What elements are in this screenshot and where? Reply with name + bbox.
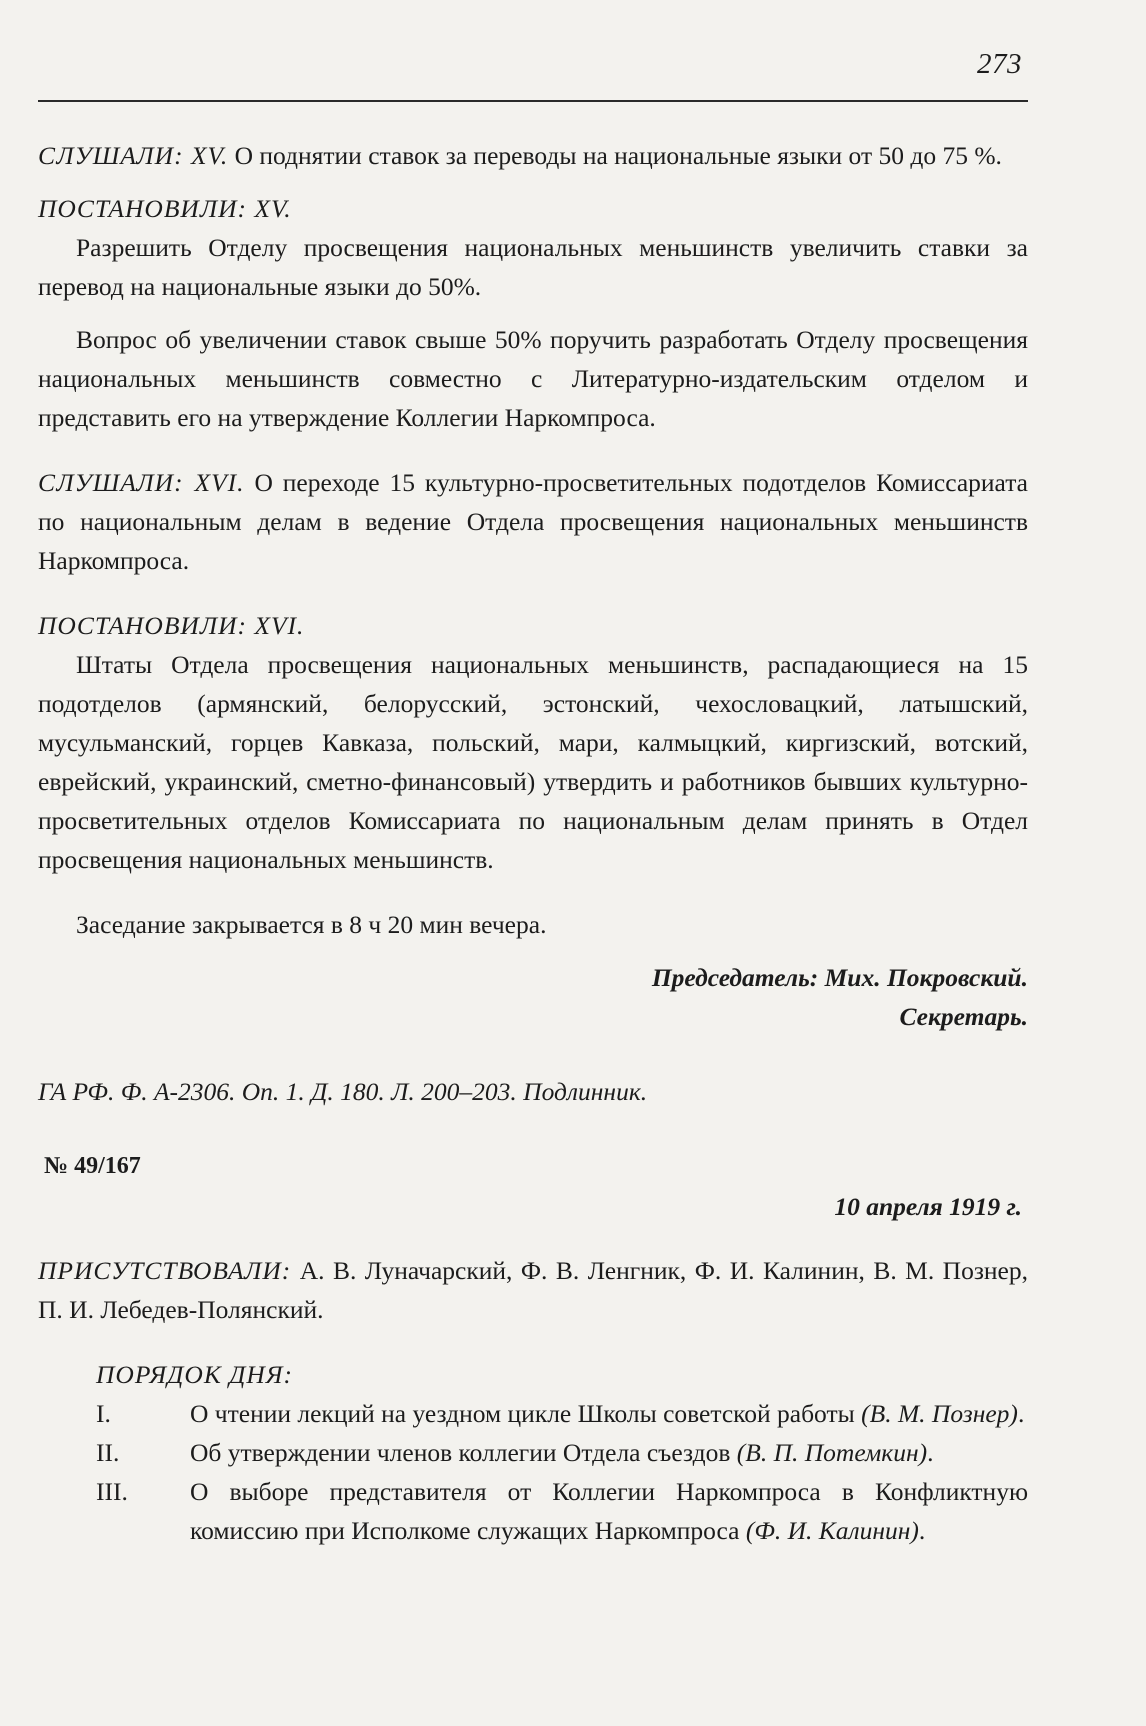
document-number: № 49/167 — [44, 1153, 141, 1179]
agenda-item-body: Об утверждении членов коллегии Отдела съездов — [190, 1438, 737, 1467]
s16-resolved-label — [38, 606, 1028, 645]
agenda-item-speaker: (В. М. Познер) — [861, 1399, 1018, 1428]
s16-heard-label: СЛУШАЛИ: XVI. — [38, 468, 245, 497]
header-rule — [38, 100, 1028, 102]
agenda-item-body: О чтении лекций на уездном цикле Школы советской работы — [190, 1399, 862, 1428]
agenda-item — [38, 1472, 1028, 1550]
agenda-item-speaker: (Ф. И. Калинин) — [745, 1516, 919, 1545]
s15-resolved-label-text: ПОСТАНОВИЛИ: XV. — [38, 194, 292, 223]
secretary-signature: Секретарь. — [899, 1002, 1028, 1031]
agenda-item — [38, 1433, 1028, 1472]
agenda-item-number: III. — [96, 1477, 128, 1506]
agenda-item-tail: . — [918, 1516, 926, 1545]
chairman-signature: Председатель: Мих. Покровский. — [651, 963, 1028, 992]
s15-heard-text: О поднятии ставок за переводы на национальные языки от 50 до 75 %. — [228, 141, 1002, 170]
agenda-item-speaker: (В. П. Потемкин) — [736, 1438, 928, 1467]
agenda-item-tail: . — [927, 1438, 934, 1467]
agenda-item-text — [190, 1472, 1028, 1550]
s15-resolved-label — [38, 189, 1028, 228]
agenda-item-text — [190, 1394, 1028, 1433]
s15-heard — [38, 136, 1028, 175]
agenda-item-text — [190, 1433, 1028, 1472]
present-label: ПРИСУТСТВОВАЛИ: — [38, 1256, 292, 1285]
document-date: 10 апреля 1919 г. — [834, 1192, 1022, 1221]
agenda-title: ПОРЯДОК ДНЯ: — [96, 1360, 294, 1389]
s16-resolved-label-text: ПОСТАНОВИЛИ: XVI. — [38, 611, 305, 640]
s16-heard — [38, 463, 1028, 580]
s16-heard-text: О переходе 15 культурно-просветительных подотделов Комиссариата по национальным делам в ведение Отдела просвещения национальных меньшинств Наркомпроса. — [38, 468, 1028, 575]
agenda-item-number: II. — [96, 1438, 120, 1467]
s15-heard-label: СЛУШАЛИ: XV. — [38, 141, 229, 170]
agenda-item-body: О выборе представителя от Коллегии Наркомпроса в Конфликтную комиссию при Исполкоме служащих Наркомпроса — [190, 1477, 1028, 1545]
agenda-item-tail: . — [1017, 1399, 1025, 1428]
s15-resolved-p2: Вопрос об увеличении ставок свыше 50% поручить разработать Отделу просвещения национальных меньшинств совместно с Литературно-издательским отделом и представить его на утверждение Коллегии Наркомпроса. — [38, 325, 1028, 432]
page-content — [38, 136, 1028, 1550]
present — [38, 1251, 1028, 1329]
agenda-item — [38, 1394, 1028, 1433]
page-number: 273 — [977, 48, 1022, 80]
s15-resolved-p1: Разрешить Отделу просвещения национальных меньшинств увеличить ставки за перевод на национальные языки до 50%. — [38, 233, 1028, 301]
document-page — [38, 0, 1028, 1726]
agenda-item-number: I. — [96, 1399, 111, 1428]
archive-reference: ГА РФ. Ф. А-2306. Оп. 1. Д. 180. Л. 200–203. Подлинник. — [38, 1077, 648, 1106]
present-text: А. В. Луначарский, Ф. В. Ленгник, Ф. И. Калинин, В. М. Познер, П. И. Лебедев-Полянский. — [38, 1256, 1028, 1324]
closing-text: Заседание закрывается в 8 ч 20 мин вечера. — [76, 910, 547, 939]
s16-resolved-p1: Штаты Отдела просвещения национальных меньшинств, распадающиеся на 15 подотделов (армянский, белорусский, эстонский, чехословацкий, латышский, мусульманский, горцев Кавказа, польский, мари, калмыцкий, киргизский, вотский, еврейский, украинский, сметно-финансовый) утвердить и работников бывших культурно-просветительных отделов Комиссариата по национальным делам принять в Отдел просвещения национальных меньшинств. — [38, 650, 1028, 874]
document-header — [38, 1147, 1028, 1225]
